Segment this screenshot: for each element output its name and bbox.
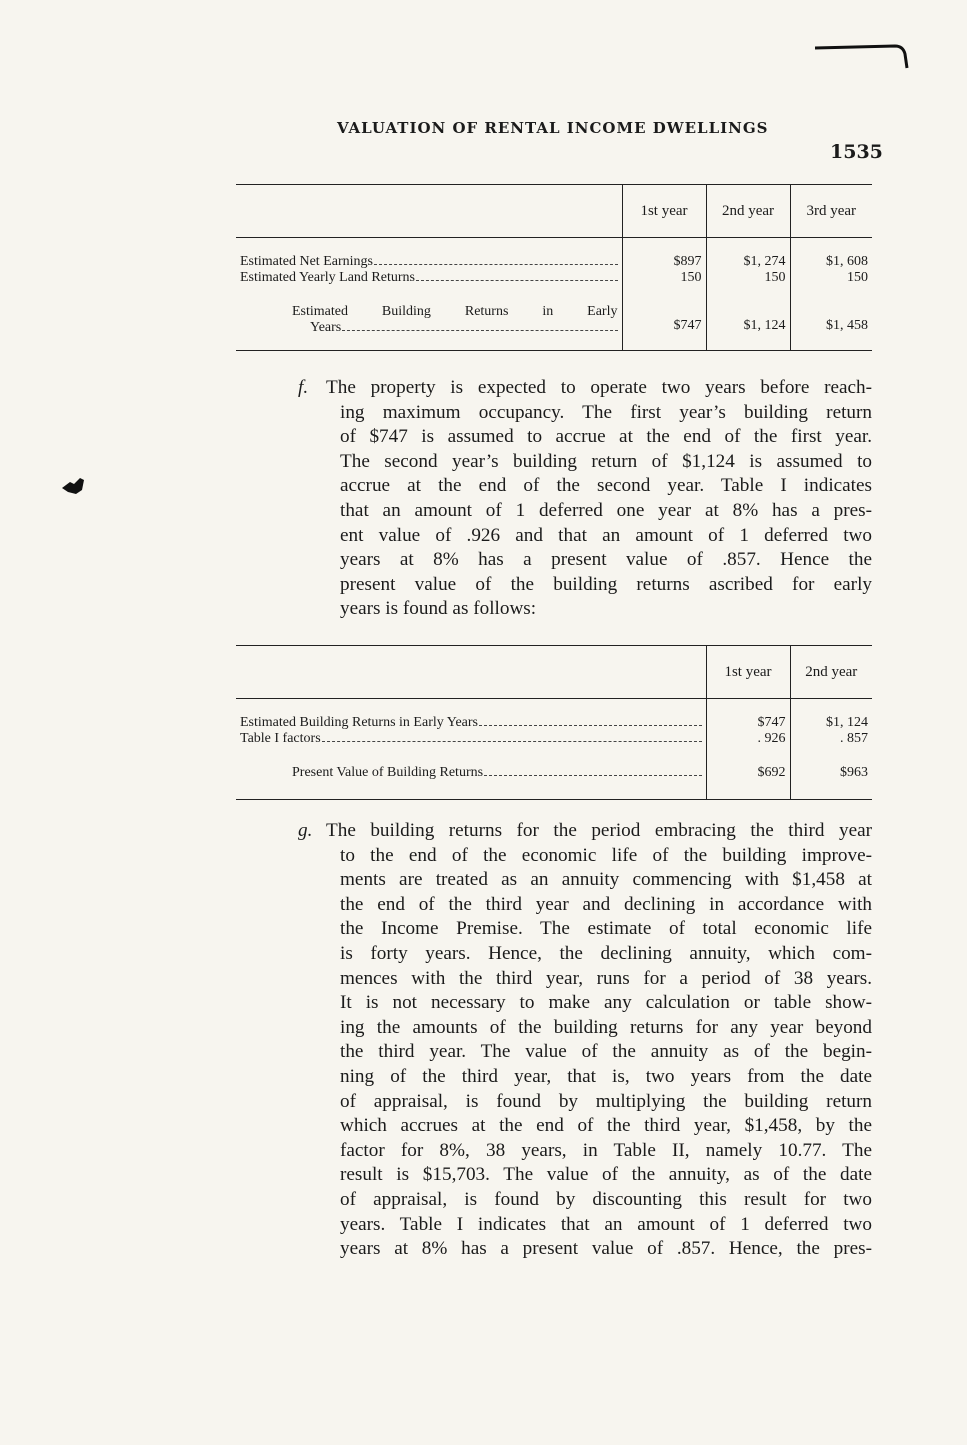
text-line: which accrues at the end of the third year, $1,458, by the bbox=[340, 1115, 872, 1137]
text-line: years is found as follows: bbox=[340, 598, 537, 620]
total-label-line1: Estimated Building Returns in Early bbox=[292, 304, 618, 319]
column-header: 3rd year bbox=[790, 185, 872, 238]
page-number: 1535 bbox=[830, 141, 883, 163]
table-row bbox=[236, 731, 872, 755]
running-header-title: VALUATION OF RENTAL INCOME DWELLINGS bbox=[337, 119, 769, 137]
cell-value: $1, 274 bbox=[706, 238, 790, 271]
text-line: accrue at the end of the second year. Table I indicates bbox=[340, 475, 872, 497]
cell-value: $1, 608 bbox=[790, 238, 872, 271]
cell-value: $747 bbox=[706, 699, 790, 732]
total-value: $1, 124 bbox=[706, 294, 790, 351]
text-line: of appraisal, is found by multiplying the building return bbox=[340, 1090, 872, 1112]
text-line: the end of the third year and declining in accordance with bbox=[340, 893, 872, 915]
total-label: Present Value of Building Returns bbox=[292, 765, 484, 780]
text-line: years. Table I indicates that an amount of 1 deferred two bbox=[340, 1213, 872, 1235]
text-line: The building returns for the period embracing the third year bbox=[326, 820, 872, 841]
text-line: ing maximum occupancy. The first year’s building return bbox=[340, 401, 872, 423]
text-line: mences with the third year, runs for a period of 38 years. bbox=[340, 967, 872, 989]
column-header: 2nd year bbox=[790, 646, 872, 699]
total-value: $692 bbox=[706, 755, 790, 800]
cell-value: $1, 124 bbox=[790, 699, 872, 732]
table-row bbox=[236, 238, 872, 271]
total-value: $1, 458 bbox=[790, 294, 872, 351]
cell-value: 150 bbox=[790, 270, 872, 294]
table-header-blank bbox=[236, 185, 622, 238]
text-line: ent value of .926 and that an amount of 1 deferred two bbox=[340, 524, 872, 546]
paragraph-g bbox=[298, 819, 872, 1262]
column-header: 2nd year bbox=[706, 185, 790, 238]
text-line: to the end of the economic life of the building improve- bbox=[340, 844, 872, 866]
text-line: ning of the third year, that is, two years from the date bbox=[340, 1065, 872, 1087]
total-value: $963 bbox=[790, 755, 872, 800]
table-total-row bbox=[236, 755, 872, 800]
cell-value: . 857 bbox=[790, 731, 872, 755]
text-line: the Income Premise. The estimate of total economic life bbox=[340, 918, 872, 940]
present-value-table bbox=[236, 645, 872, 800]
text-line: the third year. The value of the annuity as of the begin- bbox=[340, 1041, 872, 1063]
total-label-line2: Years bbox=[310, 320, 342, 335]
text-line: The property is expected to operate two years before reach- bbox=[326, 377, 872, 398]
text-line: It is not necessary to make any calculation or table show- bbox=[340, 992, 872, 1014]
cell-value: . 926 bbox=[706, 731, 790, 755]
text-line: that an amount of 1 deferred one year at 8% has a pres- bbox=[340, 499, 872, 521]
text-line: years at 8% has a present value of .857. Hence the bbox=[340, 549, 872, 571]
text-line: of $747 is assumed to accrue at the end of the first year. bbox=[340, 426, 872, 448]
text-line: ments are treated as an annuity commencing with $1,458 at bbox=[340, 869, 872, 891]
paragraph-label: g. bbox=[298, 820, 313, 841]
table-header-blank bbox=[236, 646, 706, 699]
row-label: Estimated Yearly Land Returns bbox=[240, 270, 415, 285]
table-total-row bbox=[236, 294, 872, 351]
text-line: present value of the building returns ascribed for early bbox=[340, 573, 872, 595]
cell-value: 150 bbox=[706, 270, 790, 294]
text-line: is forty years. Hence, the declining annuity, which com- bbox=[340, 942, 872, 964]
row-label: Estimated Building Returns in Early Years bbox=[240, 715, 478, 730]
cell-value: $897 bbox=[622, 238, 706, 271]
cell-value: 150 bbox=[622, 270, 706, 294]
ink-blot-mark bbox=[60, 476, 86, 496]
column-header: 1st year bbox=[706, 646, 790, 699]
text-line: ing the amounts of the building returns for any year beyond bbox=[340, 1016, 872, 1038]
paragraph-label: f. bbox=[298, 377, 309, 398]
earnings-table bbox=[236, 184, 872, 351]
text-line: The second year’s building return of $1,124 is assumed to bbox=[340, 450, 872, 472]
text-line: years at 8% has a present value of .857. Hence, the pres- bbox=[340, 1238, 872, 1260]
column-header: 1st year bbox=[622, 185, 706, 238]
text-line: of appraisal, is found by discounting this result for two bbox=[340, 1188, 872, 1210]
scan-corner-mark bbox=[815, 40, 910, 70]
total-value: $747 bbox=[622, 294, 706, 351]
text-line: factor for 8%, 38 years, in Table II, namely 10.77. The bbox=[340, 1139, 872, 1161]
table-row bbox=[236, 699, 872, 732]
row-label: Table I factors bbox=[240, 731, 321, 746]
text-line: result is $15,703. The value of the annuity, as of the date bbox=[340, 1164, 872, 1186]
row-label: Estimated Net Earnings bbox=[240, 254, 373, 269]
paragraph-f bbox=[298, 376, 872, 622]
table-row bbox=[236, 270, 872, 294]
